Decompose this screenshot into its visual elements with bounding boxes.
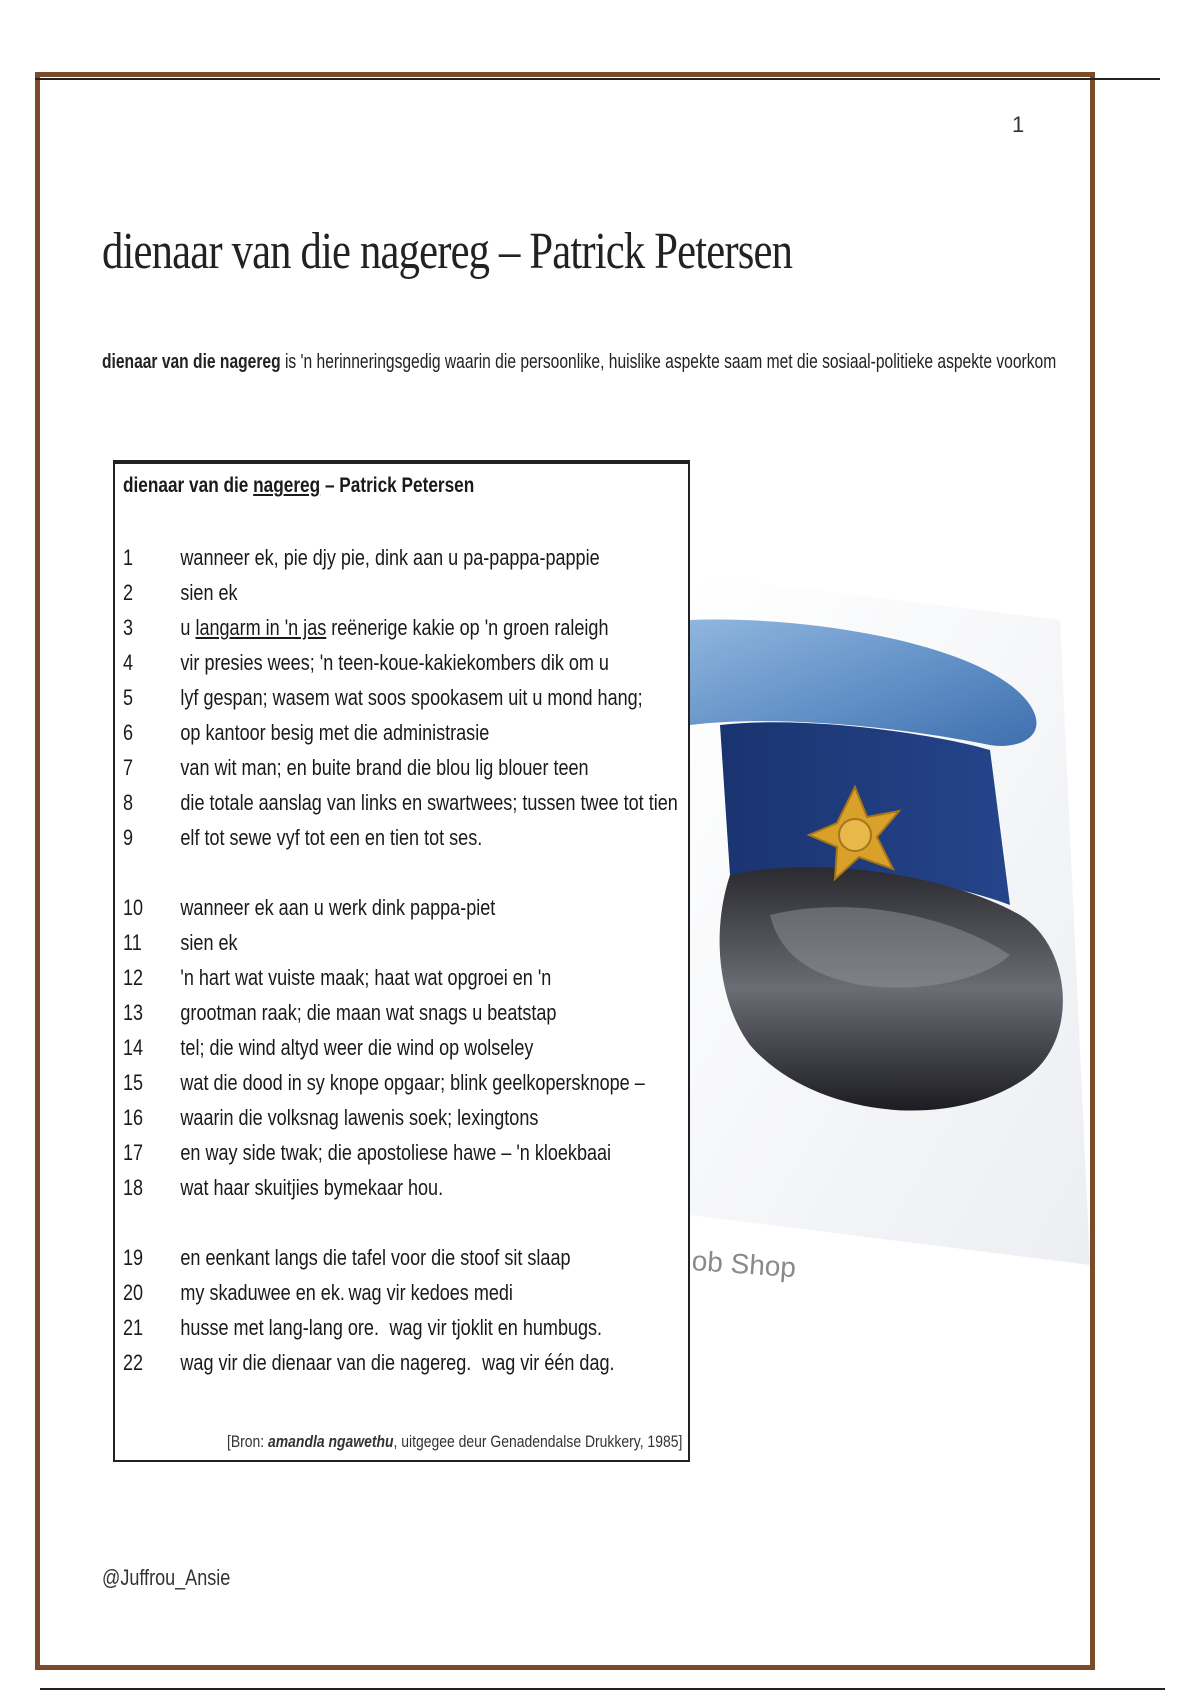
line-text-right: wag vir tjoklit en humbugs. (389, 1315, 603, 1340)
line-text: van wit man; en buite brand die blou lig blouer teen (180, 755, 589, 780)
line-number: 2 (123, 580, 134, 605)
source-post: , uitgegee deur Genadendalse Drukkery, 1985] (393, 1432, 682, 1451)
line-number: 3 (123, 615, 134, 640)
poem-line (123, 1100, 681, 1135)
line-text: tel; die wind altyd weer die wind op wolseley (180, 1035, 534, 1060)
poem-line (123, 610, 681, 645)
line-number: 13 (123, 1000, 144, 1025)
poem-line (123, 960, 681, 995)
line-number: 18 (123, 1175, 144, 1200)
line-text (180, 610, 608, 645)
line-number: 19 (123, 1245, 144, 1270)
line-number: 6 (123, 720, 134, 745)
poem-line (123, 820, 681, 855)
line-number: 17 (123, 1140, 144, 1165)
line-number: 14 (123, 1035, 144, 1060)
line-text: wag vir die dienaar van die nagereg. (180, 1350, 472, 1375)
line-text: grootman raak; die maan wat snags u beatstap (180, 1000, 557, 1025)
line-text: waarin die volksnag lawenis soek; lexingtons (180, 1105, 539, 1130)
line-text: husse met lang-lang ore. (180, 1315, 379, 1340)
poem-line (123, 1345, 681, 1380)
line-text: wat die dood in sy knope opgaar; blink geelkopersknope – (180, 1070, 645, 1095)
line-number: 9 (123, 825, 134, 850)
line-number: 16 (123, 1105, 144, 1130)
line-number: 1 (123, 545, 134, 570)
line-text: op kantoor besig met die administrasie (180, 720, 490, 745)
poem-line (123, 1030, 681, 1065)
poem-line (123, 680, 681, 715)
line-text-right: wag vir kedoes medi (348, 1280, 513, 1305)
line-text: wanneer ek, pie djy pie, dink aan u pa-pappa-pappie (180, 545, 600, 570)
line-text: 'n hart wat vuiste maak; haat wat opgroei en 'n (180, 965, 552, 990)
poem-lines (123, 540, 681, 1380)
poem-line (123, 1135, 681, 1170)
line-number: 7 (123, 755, 134, 780)
poem-line (123, 1240, 681, 1275)
poem-line (123, 890, 681, 925)
line-text: vir presies wees; 'n teen-koue-kakiekombers dik om u (180, 650, 609, 675)
line-text: wanneer ek aan u werk dink pappa-piet (180, 895, 496, 920)
line-text: en eenkant langs die tafel voor die stoof sit slaap (180, 1245, 571, 1270)
line-text-underlined: langarm in 'n jas (195, 615, 327, 640)
line-number: 15 (123, 1070, 144, 1095)
line-number: 10 (123, 895, 144, 920)
poem-box (113, 462, 690, 1462)
line-text: sien ek (180, 930, 238, 955)
intro-bold-title: dienaar van die nagereg (102, 351, 281, 373)
line-text: en way side twak; die apostoliese hawe – 'n kloekbaai (180, 1140, 612, 1165)
poem-line (123, 1065, 681, 1100)
line-number: 20 (123, 1280, 144, 1305)
poem-line (123, 1170, 681, 1205)
intro-paragraph (102, 338, 1116, 386)
author-handle: @Juffrou_Ansie (102, 1565, 231, 1590)
intro-text: is 'n herinneringsgedig waarin die persoonlike, huislike aspekte saam met die sosiaal-politieke aspekte voorkom (280, 351, 1057, 373)
poem-title-underlined: nagereg (253, 474, 321, 497)
stanza-gap (123, 855, 681, 890)
line-text-post: reënerige kakie op 'n groen raleigh (326, 615, 609, 640)
page-number: 1 (1012, 112, 1025, 137)
line-number: 12 (123, 965, 144, 990)
poem-line (123, 925, 681, 960)
poem-line (123, 1310, 681, 1345)
poem-line (123, 645, 681, 680)
poem-title (123, 474, 474, 498)
line-text: lyf gespan; wasem wat soos spookasem uit u mond hang; (180, 685, 643, 710)
poem-title-pre: dienaar van die (123, 474, 254, 497)
line-text-pre: u (180, 615, 196, 640)
line-number: 11 (123, 930, 142, 955)
source-pre: [Bron: (226, 1432, 268, 1451)
page-title: dienaar van die nagereg – Patrick Petersen (102, 223, 793, 280)
poem-line (123, 575, 681, 610)
poem-source (227, 1432, 682, 1452)
poem-line (123, 750, 681, 785)
line-text: sien ek (180, 580, 238, 605)
top-rule (35, 78, 1160, 80)
bottom-rule (40, 1688, 1165, 1690)
poem-line (123, 715, 681, 750)
line-text: wat haar skuitjies bymekaar hou. (180, 1175, 444, 1200)
poem-line (123, 1275, 681, 1310)
line-number: 4 (123, 650, 134, 675)
source-title: amandla ngawethu (267, 1432, 394, 1451)
poem-line (123, 540, 681, 575)
line-number: 5 (123, 685, 134, 710)
line-number: 22 (123, 1350, 144, 1375)
line-text: my skaduwee en ek. (180, 1280, 345, 1305)
police-cap-photo (690, 575, 1090, 1275)
line-number: 21 (123, 1315, 144, 1340)
poem-line (123, 995, 681, 1030)
line-text-right: wag vir één dag. (482, 1350, 615, 1375)
poem-line (123, 785, 681, 820)
line-number: 8 (123, 790, 134, 815)
poem-title-post: – Patrick Petersen (320, 474, 475, 497)
stanza-gap (123, 1205, 681, 1240)
photo-caption: ob Shop (690, 1245, 798, 1284)
line-text: die totale aanslag van links en swartwees; tussen twee tot tien (180, 790, 678, 815)
line-text: elf tot sewe vyf tot een en tien tot ses. (180, 825, 483, 850)
